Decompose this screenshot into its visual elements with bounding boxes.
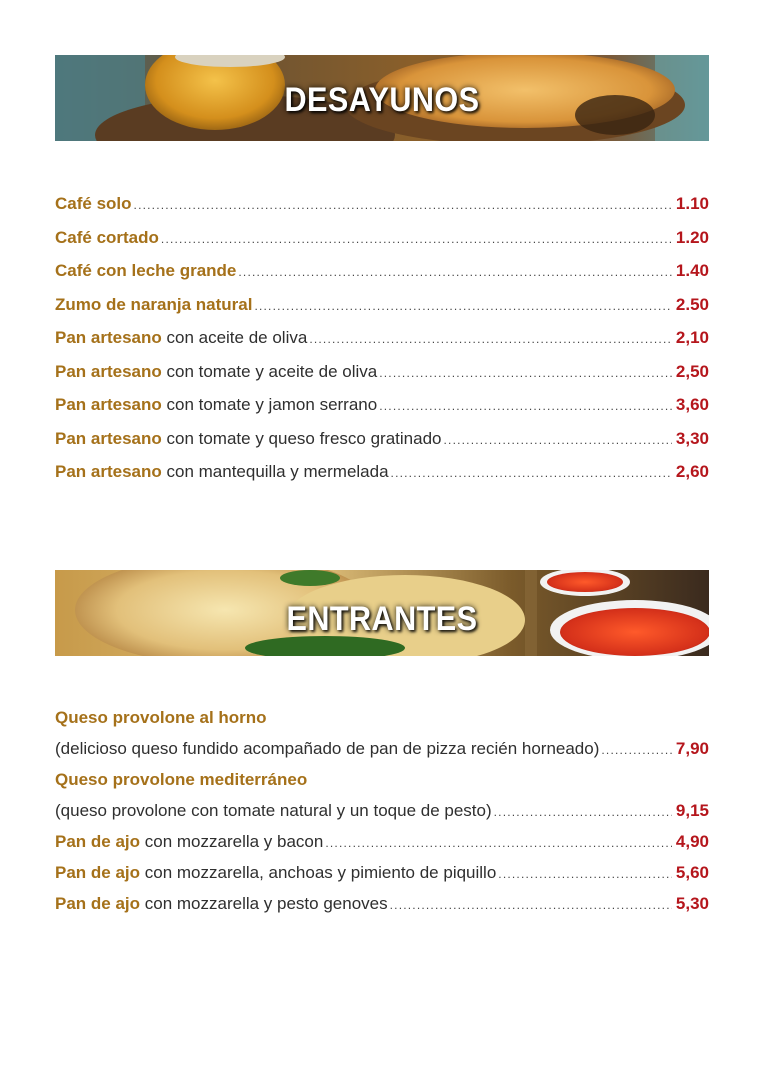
- item-name: Queso provolone mediterráneo: [55, 770, 308, 789]
- menu-item: [55, 828, 709, 859]
- section-title: DESAYUNOS: [284, 80, 480, 119]
- menu-item: [55, 859, 709, 890]
- item-description: con mozzarella, anchoas y pimiento de piquillo: [140, 863, 497, 882]
- menu-item: [55, 324, 709, 358]
- dot-leader: [325, 829, 672, 857]
- menu-item-heading: [55, 766, 709, 797]
- menu-item: [55, 735, 709, 766]
- entrantes-list: [55, 704, 709, 921]
- item-price: 2.50: [675, 294, 709, 314]
- menu-item: [55, 391, 709, 425]
- item-price: 5,30: [675, 894, 709, 913]
- item-description: con mozzarella y bacon: [140, 832, 324, 851]
- item-name: Café cortado: [55, 227, 159, 247]
- item-price: 4,90: [675, 832, 709, 851]
- item-price: 7,90: [675, 739, 709, 758]
- desayunos-list: [55, 190, 709, 492]
- section-title: ENTRANTES: [286, 599, 478, 638]
- dot-leader: [379, 359, 672, 387]
- item-name: Pan artesano: [55, 395, 162, 414]
- menu-item: [55, 458, 709, 492]
- item-description: con tomate y jamon serrano: [161, 395, 378, 414]
- item-name: Pan artesano: [55, 462, 162, 481]
- menu-item: [55, 890, 709, 921]
- item-name: Café con leche grande: [55, 261, 237, 280]
- item-name: Pan artesano: [55, 361, 162, 381]
- dot-leader: [309, 325, 672, 353]
- dot-leader: [161, 225, 672, 253]
- menu-item: [55, 190, 709, 224]
- menu-item: [55, 425, 709, 459]
- item-description: con tomate y aceite de oliva: [161, 361, 378, 381]
- item-price: 1.20: [675, 227, 709, 247]
- menu-item: [55, 291, 709, 325]
- menu-item: [55, 358, 709, 392]
- dot-leader: [391, 459, 672, 487]
- item-price: 5,60: [675, 863, 709, 882]
- dot-leader: [238, 258, 672, 286]
- item-price: 2,60: [675, 462, 709, 481]
- dot-leader: [494, 798, 672, 826]
- item-name: Pan de ajo: [55, 832, 141, 851]
- item-description: con aceite de oliva: [161, 328, 308, 347]
- item-price: 2,10: [675, 328, 709, 347]
- menu-item: [55, 257, 709, 291]
- dot-leader: [390, 891, 672, 919]
- desayunos-banner: [55, 55, 709, 141]
- menu-item: [55, 224, 709, 258]
- item-description: con tomate y queso fresco gratinado: [161, 428, 442, 448]
- item-price: 3,60: [675, 395, 709, 414]
- menu-item: [55, 797, 709, 828]
- dot-leader: [254, 292, 671, 320]
- item-price: 3,30: [675, 428, 709, 448]
- item-name: Zumo de naranja natural: [55, 294, 253, 314]
- item-price: 9,15: [675, 801, 709, 820]
- item-name: Pan artesano: [55, 328, 162, 347]
- item-price: 2,50: [675, 361, 709, 381]
- item-name: Pan de ajo: [55, 863, 141, 882]
- item-description: (queso provolone con tomate natural y un toque de pesto): [55, 801, 492, 820]
- item-name: Pan artesano: [55, 428, 162, 448]
- entrantes-banner: [55, 570, 709, 656]
- item-price: 1.40: [675, 261, 709, 280]
- item-description: con mantequilla y mermelada: [161, 462, 389, 481]
- item-name: Queso provolone al horno: [55, 708, 267, 727]
- item-description: con mozzarella y pesto genoves: [140, 894, 388, 913]
- dot-leader: [601, 736, 672, 764]
- item-name: Café solo: [55, 194, 132, 213]
- item-description: (delicioso queso fundido acompañado de pan de pizza recién horneado): [55, 739, 600, 758]
- dot-leader: [379, 392, 672, 420]
- dot-leader: [498, 860, 672, 888]
- item-name: Pan de ajo: [55, 894, 141, 913]
- item-price: 1.10: [675, 194, 709, 213]
- menu-item-heading: [55, 704, 709, 735]
- dot-leader: [134, 191, 672, 219]
- dot-leader: [444, 426, 672, 454]
